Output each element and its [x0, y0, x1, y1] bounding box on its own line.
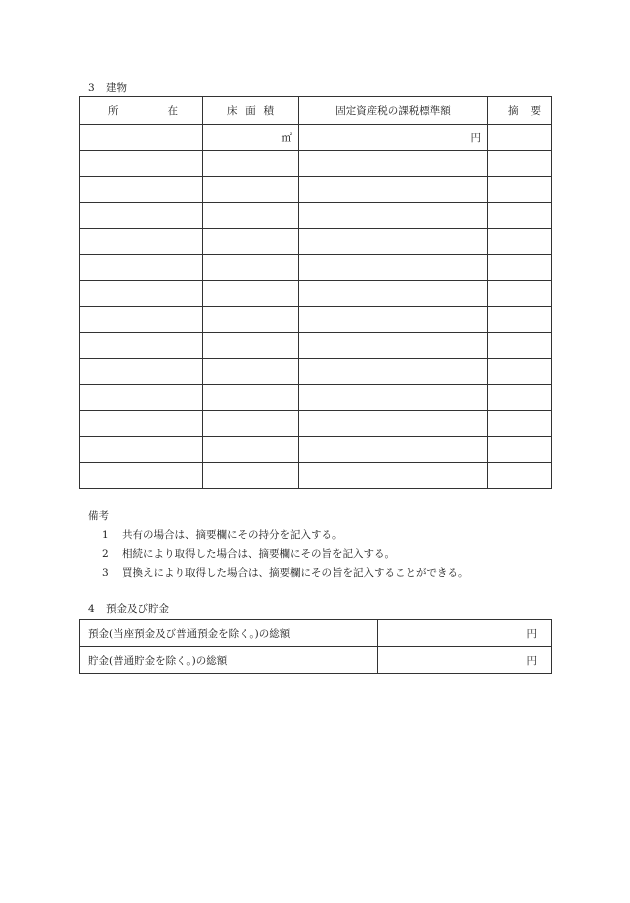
- deposits-table: [79, 619, 552, 674]
- location-cell[interactable]: [80, 203, 203, 229]
- header-floor-area: 床 面 積: [203, 97, 299, 125]
- building-row: [80, 151, 552, 177]
- section-4-label: 預金及び貯金: [106, 603, 169, 615]
- notes-block: [88, 507, 469, 583]
- tax-value-cell[interactable]: [299, 437, 488, 463]
- savings-label: 貯金(普通貯金を除く。)の総額: [80, 647, 378, 674]
- location-cell[interactable]: [80, 411, 203, 437]
- building-row: [80, 203, 552, 229]
- section-3-number: 3: [88, 82, 95, 94]
- deposit-amount-unit: 円: [526, 627, 537, 640]
- building-row: [80, 333, 552, 359]
- buildings-unit-row: [80, 125, 552, 151]
- building-row: [80, 385, 552, 411]
- location-cell[interactable]: [80, 437, 203, 463]
- floor-area-cell[interactable]: [203, 255, 299, 281]
- remarks-cell[interactable]: [488, 177, 552, 203]
- tax-value-cell[interactable]: [299, 281, 488, 307]
- tax-value-cell[interactable]: [299, 229, 488, 255]
- tax-value-cell[interactable]: [299, 255, 488, 281]
- floor-area-cell[interactable]: [203, 385, 299, 411]
- remarks-cell[interactable]: [488, 463, 552, 489]
- floor-area-cell[interactable]: [203, 229, 299, 255]
- building-row: [80, 255, 552, 281]
- remarks-cell[interactable]: [488, 411, 552, 437]
- tax-value-cell[interactable]: [299, 463, 488, 489]
- remarks-cell[interactable]: [488, 255, 552, 281]
- floor-area-cell[interactable]: [203, 203, 299, 229]
- location-cell[interactable]: [80, 281, 203, 307]
- building-row: [80, 437, 552, 463]
- header-tax-value: 固定資産税の課税標準額: [299, 97, 488, 125]
- floor-area-unit: ㎡: [281, 132, 292, 144]
- deposit-label: 預金(当座預金及び普通預金を除く。)の総額: [80, 620, 378, 647]
- floor-area-cell[interactable]: [203, 177, 299, 203]
- tax-value-cell[interactable]: [299, 359, 488, 385]
- remarks-cell[interactable]: [488, 229, 552, 255]
- floor-area-cell[interactable]: [203, 333, 299, 359]
- note-item: 2 相続により取得した場合は、摘要欄にその旨を記入する。: [102, 548, 395, 560]
- remarks-cell[interactable]: [488, 385, 552, 411]
- building-row: [80, 359, 552, 385]
- tax-value-unit: 円: [470, 132, 481, 144]
- remarks-cell[interactable]: [488, 281, 552, 307]
- floor-area-cell[interactable]: [203, 411, 299, 437]
- remarks-cell[interactable]: [488, 151, 552, 177]
- floor-area-cell[interactable]: [203, 359, 299, 385]
- deposit-amount-cell[interactable]: [378, 620, 552, 647]
- floor-area-cell[interactable]: [203, 125, 299, 151]
- remarks-cell[interactable]: [488, 307, 552, 333]
- section-4-title: [88, 601, 169, 616]
- tax-value-cell[interactable]: [299, 203, 488, 229]
- buildings-table: [79, 96, 552, 489]
- buildings-header-row: [80, 97, 552, 125]
- location-cell[interactable]: [80, 255, 203, 281]
- location-cell[interactable]: [80, 385, 203, 411]
- savings-amount-cell[interactable]: [378, 647, 552, 674]
- location-cell[interactable]: [80, 229, 203, 255]
- tax-value-cell[interactable]: [299, 385, 488, 411]
- section-4-number: 4: [88, 603, 95, 615]
- floor-area-cell[interactable]: [203, 437, 299, 463]
- floor-area-cell[interactable]: [203, 463, 299, 489]
- building-row: [80, 177, 552, 203]
- remarks-cell[interactable]: [488, 125, 552, 151]
- remarks-cell[interactable]: [488, 359, 552, 385]
- section-3-label: 建物: [106, 82, 127, 94]
- header-location: 所 在: [80, 97, 203, 125]
- remarks-cell[interactable]: [488, 333, 552, 359]
- building-row: [80, 463, 552, 489]
- header-remarks: 摘 要: [488, 97, 552, 125]
- location-cell[interactable]: [80, 151, 203, 177]
- location-cell[interactable]: [80, 333, 203, 359]
- tax-value-cell[interactable]: [299, 125, 488, 151]
- tax-value-cell[interactable]: [299, 333, 488, 359]
- location-cell[interactable]: [80, 307, 203, 333]
- tax-value-cell[interactable]: [299, 151, 488, 177]
- section-3-title: [88, 80, 127, 95]
- deposit-row: [80, 620, 552, 647]
- floor-area-cell[interactable]: [203, 307, 299, 333]
- location-cell[interactable]: [80, 177, 203, 203]
- floor-area-cell[interactable]: [203, 281, 299, 307]
- notes-heading: 備考: [88, 510, 109, 522]
- tax-value-cell[interactable]: [299, 177, 488, 203]
- building-row: [80, 229, 552, 255]
- location-cell[interactable]: [80, 125, 203, 151]
- remarks-cell[interactable]: [488, 203, 552, 229]
- remarks-cell[interactable]: [488, 437, 552, 463]
- note-item: 1 共有の場合は、摘要欄にその持分を記入する。: [102, 529, 343, 541]
- savings-row: [80, 647, 552, 674]
- building-row: [80, 281, 552, 307]
- location-cell[interactable]: [80, 359, 203, 385]
- location-cell[interactable]: [80, 463, 203, 489]
- building-row: [80, 411, 552, 437]
- savings-amount-unit: 円: [526, 654, 537, 667]
- tax-value-cell[interactable]: [299, 307, 488, 333]
- building-row: [80, 307, 552, 333]
- floor-area-cell[interactable]: [203, 151, 299, 177]
- tax-value-cell[interactable]: [299, 411, 488, 437]
- note-item: 3 買換えにより取得した場合は、摘要欄にその旨を記入することができる。: [102, 567, 469, 579]
